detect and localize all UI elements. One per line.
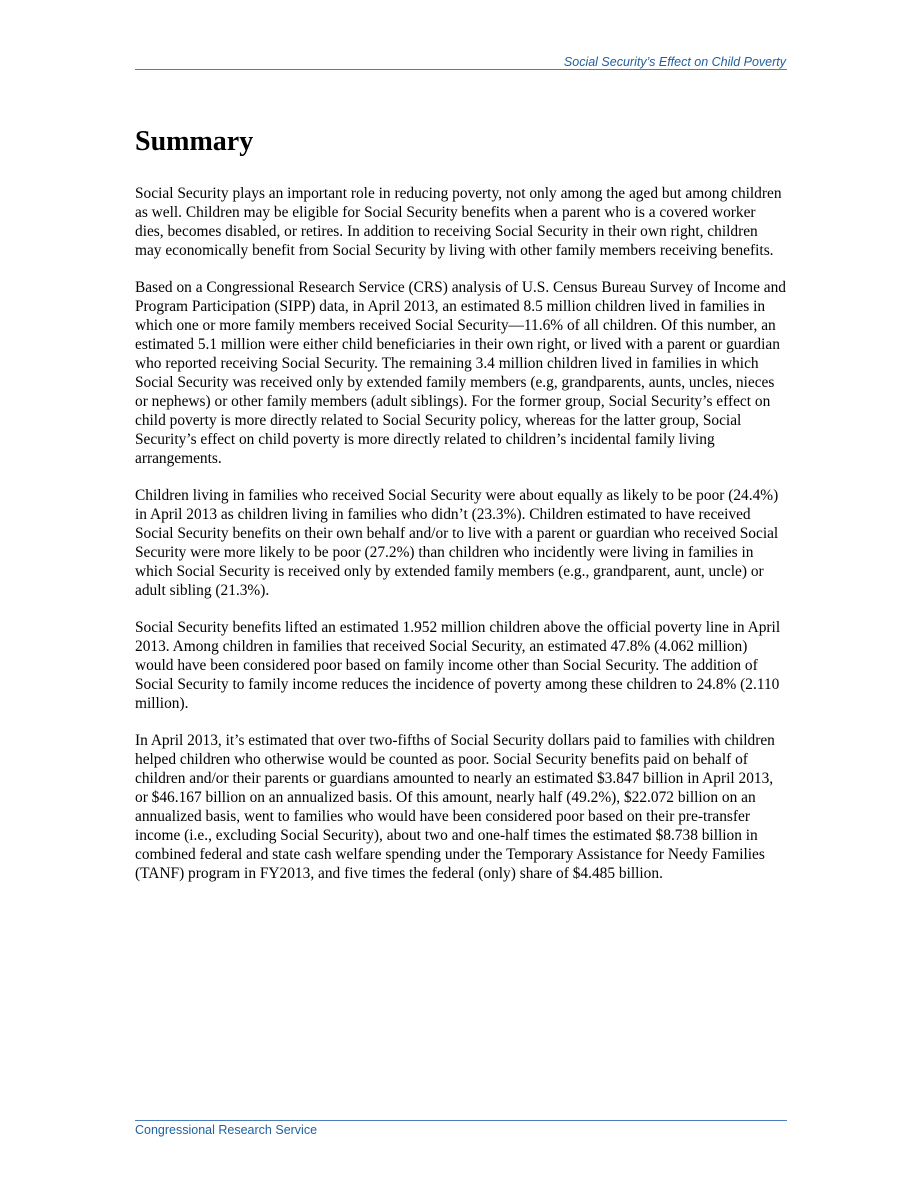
running-footer: Congressional Research Service: [135, 1123, 318, 1137]
paragraph-crs-analysis: Based on a Congressional Research Service (CRS) analysis of U.S. Census Bureau Survey of Income and Program Participation (SIPP) data, in April 2013, an estimated 8.5 million children lived in families in which one or more family members received Social Security—11.6% of all children. Of this number, an estimated 5.1 million were either child beneficiaries in their own right, or lived with a parent or guardian who reported receiving Social Security. The remaining 3.4 million children lived in families in which Social Security was received only by extended family members (e.g, grandparents, aunts, uncles, nieces or nephews) or other family members (adult siblings). For the former group, Social Security’s effect on child poverty is more directly related to Social Security policy, whereas for the latter group, Social Security’s effect on child poverty is more directly related to children’s incidental family living arrangements.: [135, 279, 786, 467]
running-header: Social Security’s Effect on Child Poverty: [563, 55, 786, 69]
paragraph-poverty-likelihood: Children living in families who received Social Security were about equally as likely to be poor (24.4%) in April 2013 as children living in families who didn’t (23.3%). Children estimated to have received Social Security benefits on their own behalf and/or to live with a parent or guardian who received Social Security were more likely to be poor (27.2%) than children who incidently were living in families in which Social Security is received only by extended family members (e.g., grandparent, aunt, uncle) or adult sibling (21.3%).: [135, 487, 779, 599]
main-content: [135, 124, 786, 901]
footer-divider: [135, 1120, 787, 1121]
paragraph-intro: Social Security plays an important role in reducing poverty, not only among the aged but among children as well. Children may be eligible for Social Security benefits when a parent who is a covered worker dies, becomes disabled, or retires. In addition to receiving Social Security in their own right, children may economically benefit from Social Security by living with other family members receiving benefits.: [135, 185, 782, 259]
paragraph-benefit-dollars: In April 2013, it’s estimated that over two-fifths of Social Security dollars paid to families with children helped children who otherwise would be counted as poor. Social Security benefits paid on behalf of children and/or their parents or guardians amounted to nearly an estimated $3.847 billion in April 2013, or $46.167 billion on an annualized basis. Of this amount, nearly half (49.2%), $22.072 billion on an annualized basis, went to families who would have been considered poor based on their pre-transfer income (i.e., excluding Social Security), about two and one-half times the estimated $8.738 billion in combined federal and state cash welfare spending under the Temporary Assistance for Needy Families (TANF) program in FY2013, and five times the federal (only) share of $4.485 billion.: [135, 732, 775, 882]
section-title: Summary: [135, 126, 254, 157]
paragraph-poverty-lifted: Social Security benefits lifted an estimated 1.952 million children above the official poverty line in April 2013. Among children in families that received Social Security, an estimated 47.8% (4.062 million) would have been considered poor based on family income other than Social Security. The addition of Social Security to family income reduces the incidence of poverty among these children to 24.8% (2.110 million).: [135, 619, 781, 712]
header-divider: [135, 69, 787, 70]
